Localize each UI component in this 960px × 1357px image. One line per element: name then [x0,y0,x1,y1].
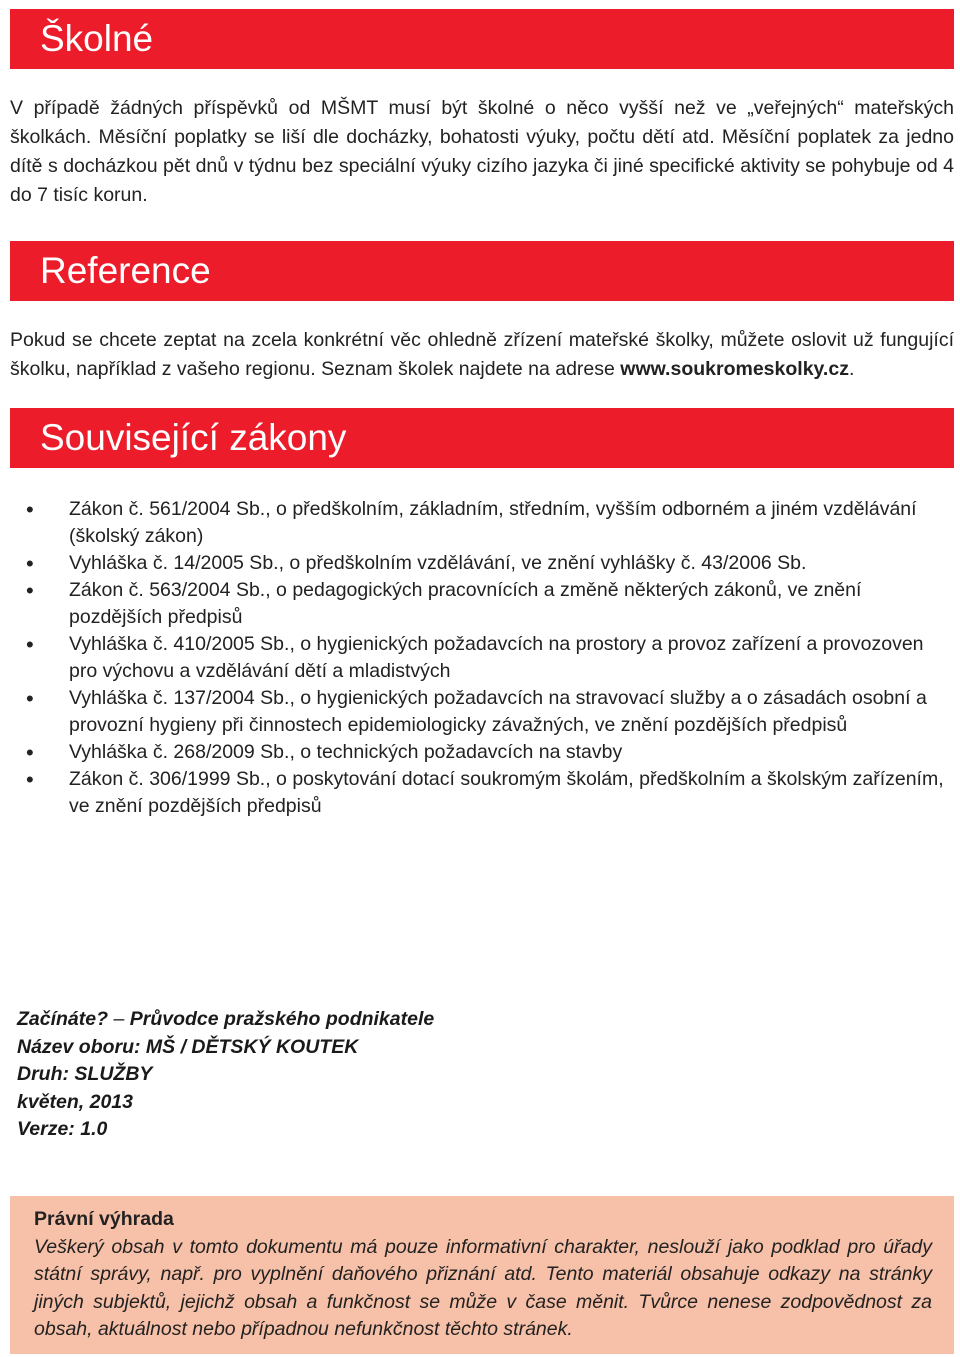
list-item [10,631,954,685]
list-item [10,577,954,631]
laws-list [10,496,954,820]
law-ref: Zákon č. 563/2004 Sb. [69,579,266,601]
reference-text-end: . [848,358,855,380]
law-ref: Vyhláška č. 137/2004 Sb. [69,687,290,709]
meta-pruvodce: Průvodce pražského podnikatele [129,1008,435,1030]
document-meta [17,1006,434,1144]
list-item [10,550,954,577]
reference-paragraph [10,326,954,384]
law-ref: Zákon č. 561/2004 Sb. [69,498,266,520]
section-heading-reference [10,241,954,301]
meta-title-line [17,1006,434,1034]
meta-verze: Verze: 1.0 [17,1118,108,1140]
meta-separator: – [108,1008,130,1030]
meta-zacinate: Začínáte? [17,1008,109,1030]
law-desc: , o pedagogických pracovnících a změně některých zákonů, ve znění pozdějších předpisů [69,579,862,628]
skolne-paragraph: V případě žádných příspěvků od MŠMT musí být školné o něco vyšší než ve „veřejných“ mateřských školkách. Měsíční poplatky se liší dle docházky, bohatosti výuky, počtu dětí atd. Měsíční poplatek za jedno dítě s docházkou pět dnů v týdnu bez speciální výuky cizího jazyka či jiné specifické aktivity se pohybuje od 4 do 7 tisíc korun. [10,97,954,206]
law-desc: , o předškolním, základním, středním, vyšším odborném a jiném vzdělávání (školský zákon) [69,498,917,547]
section-heading-skolne [10,9,954,69]
list-item [10,766,954,820]
meta-obor: Název oboru: MŠ / DĚTSKÝ KOUTEK [17,1035,359,1058]
list-item [10,685,954,739]
list-item [10,496,954,550]
law-desc: , o hygienických požadavcích na stravovací služby a o zásadách osobní a provozní hygieny při činnostech epidemiologicky závažných, ve znění pozdějších předpisů [69,687,927,736]
meta-datum: květen, 2013 [17,1090,134,1113]
meta-druh: Druh: SLUŽBY [17,1063,153,1085]
law-desc: , o technických požadavcích na stavby [289,741,623,763]
law-desc: , o poskytování dotací soukromým školám, předškolním a školským zařízením, ve znění pozdějších předpisů [69,768,944,817]
law-ref: Vyhláška č. 410/2005 Sb. [69,633,290,655]
disclaimer-title: Právní výhrada [34,1208,174,1230]
disclaimer-text: Veškerý obsah v tomto dokumentu má pouze informativní charakter, neslouží jako podklad pro úřady státní správy, např. pro vyplnění daňového přiznání atd. Tento materiál obsahuje odkazy na stránky jiných subjektů, jejichž obsah a funkčnost se může v čase měnit. Tvůrce nenese zodpovědnost za obsah, aktuálnost nebo případnou nefunkčnost těchto stránek. [34,1235,932,1340]
heading-text: Reference [40,250,211,291]
law-ref: Vyhláška č. 268/2009 Sb. [69,741,290,763]
reference-text: Pokud se chcete zeptat na zcela konkrétní věc ohledně zřízení mateřské školky, můžete oslovit už fungující školku, například z vašeho regionu. Seznam školek najdete na adrese [10,329,954,380]
legal-disclaimer [10,1196,954,1354]
reference-link[interactable]: www.soukromeskolky.cz [620,358,849,380]
law-desc: , o předškolním vzdělávání, ve znění vyhlášky č. 43/2006 Sb. [278,552,807,574]
list-item [10,739,954,766]
section-heading-zakony [10,408,954,468]
heading-text: Související zákony [40,417,347,458]
heading-text: Školné [40,18,154,59]
law-desc: , o hygienických požadavcích na prostory a provoz zařízení a provozoven pro výchovu a vzdělávání dětí a mladistvých [69,633,924,682]
law-ref: Zákon č. 306/1999 Sb. [69,768,266,790]
law-ref: Vyhláška č. 14/2005 Sb. [69,552,279,574]
